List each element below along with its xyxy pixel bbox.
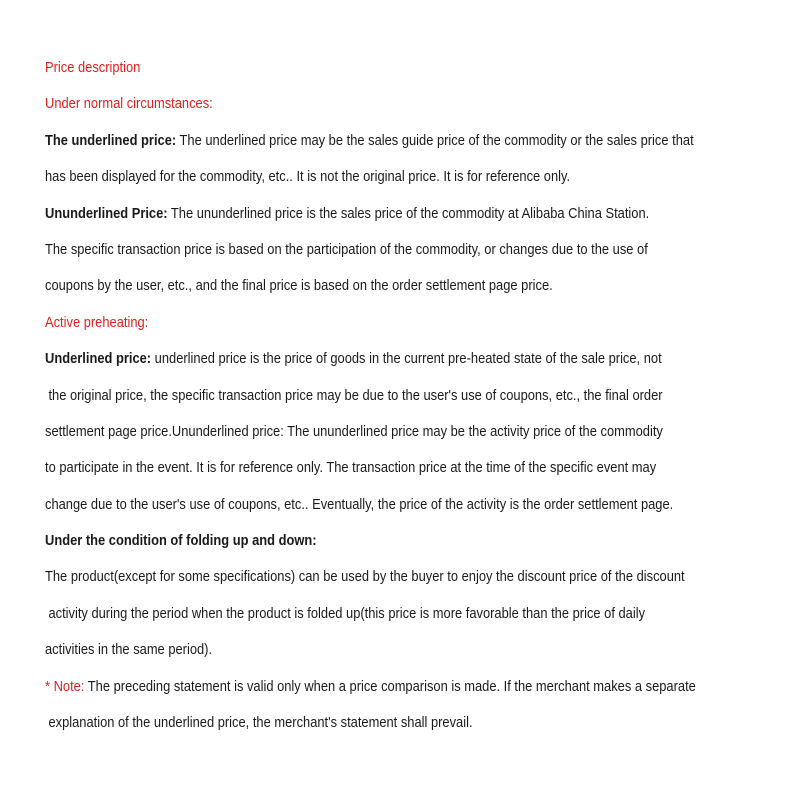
transaction-price-text: The specific transaction price is based on the participation of the commodity, or changes due to the use of xyxy=(45,240,648,258)
preheating-text-line4: to participate in the event. It is for reference only. The transaction price at the time of the specific event may xyxy=(45,459,657,477)
note-paragraph xyxy=(45,669,696,705)
preheating-text-line2: the original price, the specific transaction price may be due to the user's use of coupons, etc., the final order xyxy=(48,386,663,404)
section-title-preheating: Active preheating: xyxy=(45,313,149,331)
ununderlined-price-text: The ununderlined price is the sales price of the commodity at Alibaba China Station. xyxy=(167,204,650,222)
price-description-document xyxy=(45,50,696,741)
preheating-text: underlined price is the price of goods in the current pre-heated state of the sale price, not xyxy=(151,350,662,368)
underlined-price-text-cont: has been displayed for the commodity, etc.. It is not the original price. It is for reference only. xyxy=(45,168,571,186)
note-text-cont: explanation of the underlined price, the merchant's statement shall prevail. xyxy=(48,714,473,732)
paragraph-preheating-underlined xyxy=(45,341,681,377)
note-label: * Note: xyxy=(45,677,85,695)
folding-text-line1: The product(except for some specifications) can be used by the buyer to enjoy the discount price of the discount xyxy=(45,568,685,586)
underlined-price-text: The underlined price may be the sales guide price of the commodity or the sales price that xyxy=(176,131,694,149)
preheating-underlined-label: Underlined price: xyxy=(45,350,152,368)
underlined-price-label: The underlined price: xyxy=(45,131,177,149)
folding-text-line2: activity during the period when the product is folded up(this price is more favorable than the price of daily xyxy=(48,604,646,622)
paragraph-ununderlined-price xyxy=(45,196,681,232)
section-title-folding: Under the condition of folding up and down: xyxy=(45,532,317,550)
paragraph-underlined-price xyxy=(45,123,694,159)
folding-text-line3: activities in the same period). xyxy=(45,641,213,659)
preheating-text-line5: change due to the user's use of coupons, etc.. Eventually, the price of the activity is the order settlement page. xyxy=(45,495,674,513)
preheating-text-line3: settlement page price.Ununderlined price: The ununderlined price may be the activity price of the commodity xyxy=(45,422,663,440)
page-title: Price description xyxy=(45,59,141,76)
section-title-normal: Under normal circumstances: xyxy=(45,95,213,113)
note-text: The preceding statement is valid only when a price comparison is made. If the merchant makes a separate xyxy=(84,677,696,695)
ununderlined-price-label: Ununderlined Price: xyxy=(45,204,168,222)
transaction-price-text-cont: coupons by the user, etc., and the final price is based on the order settlement page price. xyxy=(45,277,553,295)
